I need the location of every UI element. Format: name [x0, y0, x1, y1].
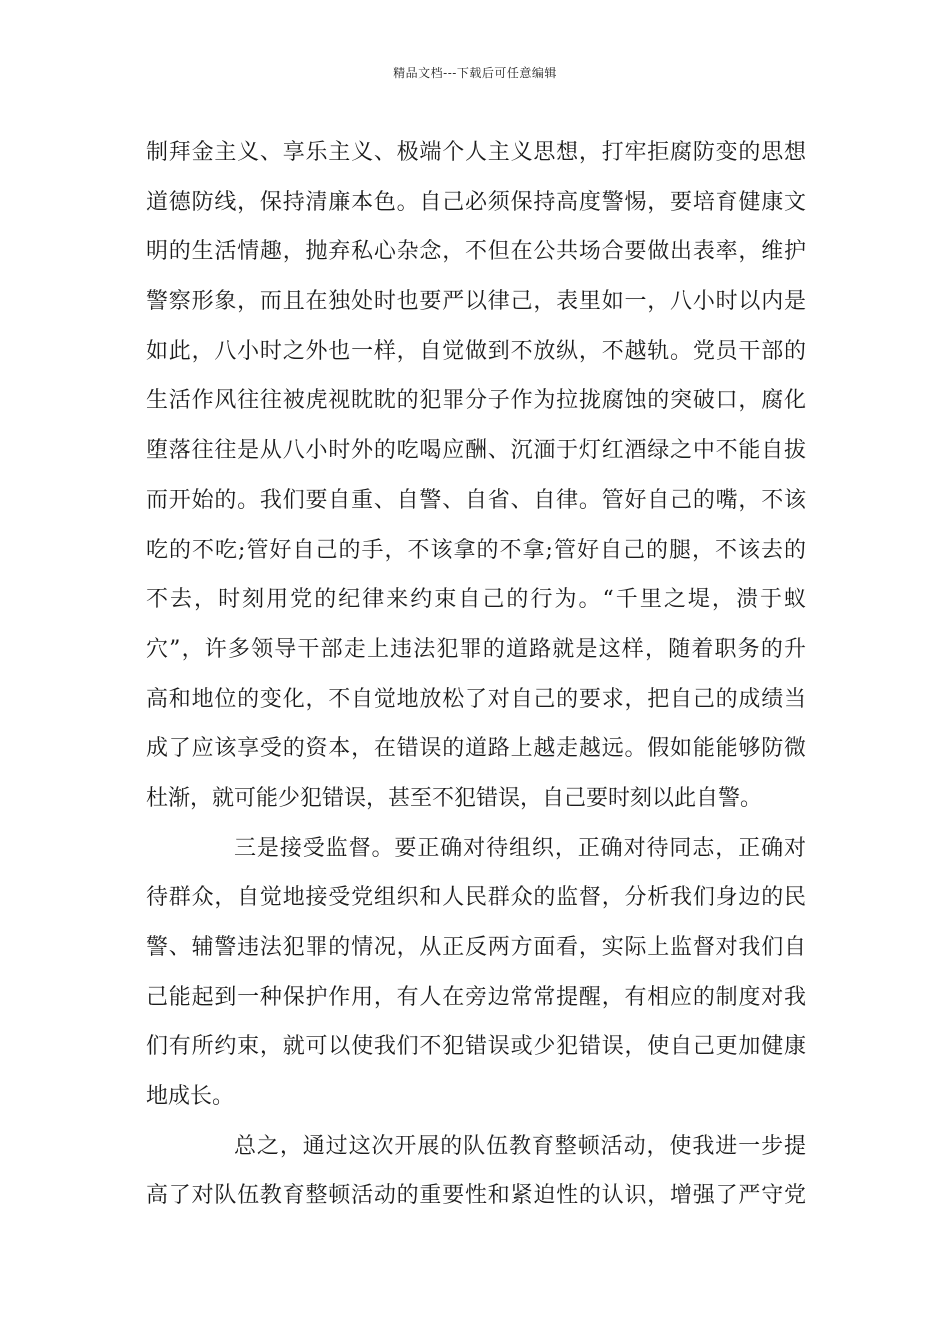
text-line: 成了应该享受的资本，在错误的道路上越走越远。假如能能够防微: [146, 736, 806, 762]
text-line: 制拜金主义、享乐主义、极端个人主义思想，打牢拒腐防变的思想: [146, 140, 806, 165]
text-line: 警、辅警违法犯罪的情况，从正反两方面看，实际上监督对我们自: [146, 935, 806, 960]
text-line: 三是接受监督。要正确对待组织，正确对待同志，正确对: [234, 835, 806, 861]
text-line: 警察形象，而且在独处时也要严以律己，表里如一，八小时以内是: [146, 289, 806, 315]
text-line: 如此，八小时之外也一样，自觉做到不放纵，不越轨。党员干部的: [146, 338, 806, 364]
text-line: 们有所约束，就可以使我们不犯错误或少犯错误，使自己更加健康: [146, 1034, 806, 1060]
text-line: 吃的不吃;管好自己的手，不该拿的不拿;管好自己的腿，不该去的: [146, 537, 806, 563]
text-line: 总之，通过这次开展的队伍教育整顿活动，使我进一步提: [234, 1133, 806, 1159]
text-line: 杜渐，就可能少犯错误，甚至不犯错误，自己要时刻以此自警。: [146, 785, 763, 811]
text-line: 己能起到一种保护作用，有人在旁边常常提醒，有相应的制度对我: [146, 984, 806, 1010]
text-line: 地成长。: [146, 1084, 235, 1110]
text-line: 不去，时刻用党的纪律来约束自己的行为。“千里之堤，溃于蚁: [146, 587, 806, 613]
text-line: 堕落往往是从八小时外的吃喝应酬、沉湎于灯红酒绿之中不能自拔: [146, 438, 806, 464]
page-header: 精品文档---下载后可任意编辑: [393, 66, 557, 80]
text-line: 生活作风往往被虎视眈眈的犯罪分子作为拉拢腐蚀的突破口，腐化: [146, 388, 806, 414]
text-line: 高了对队伍教育整顿活动的重要性和紧迫性的认识，增强了严守党: [146, 1183, 806, 1209]
text-line: 而开始的。我们要自重、自警、自省、自律。管好自己的嘴，不该: [146, 487, 806, 513]
text-line: 道德防线，保持清廉本色。自己必须保持高度警惕，要培育健康文: [146, 189, 806, 215]
paragraph: [146, 128, 806, 824]
paragraph: [146, 1122, 806, 1221]
text-line: 穴”，许多领导干部走上违法犯罪的道路就是这样，随着职务的升: [146, 636, 806, 662]
text-line: 明的生活情趣，抛弃私心杂念，不但在公共场合要做出表率，维护: [146, 239, 806, 265]
text-line: 待群众，自觉地接受党组织和人民群众的监督，分析我们身边的民: [146, 885, 806, 911]
text-line: 高和地位的变化，不自觉地放松了对自己的要求，把自己的成绩当: [146, 686, 806, 712]
paragraph: [146, 824, 806, 1122]
document-body: [146, 128, 806, 1221]
